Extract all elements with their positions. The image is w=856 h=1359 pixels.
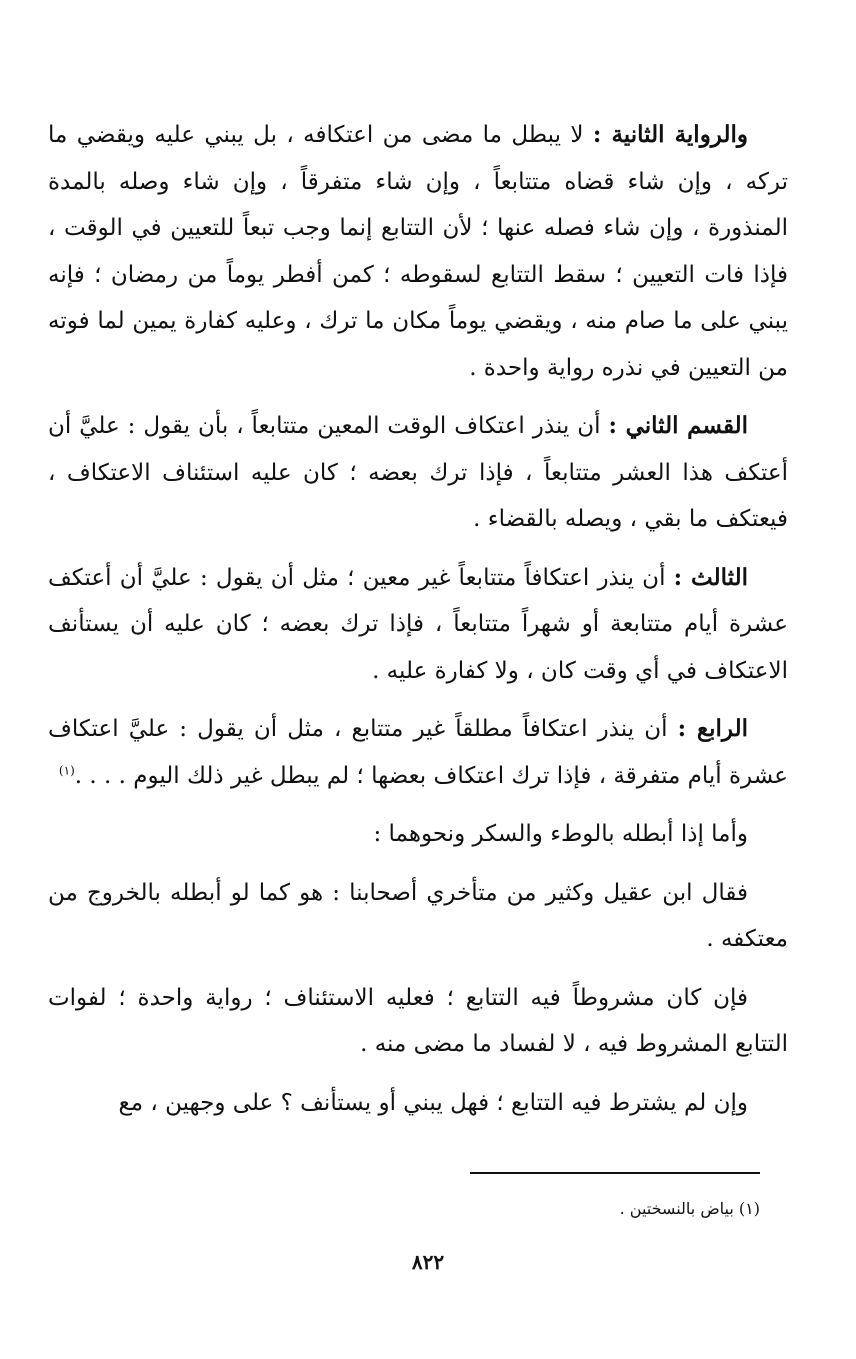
paragraph-text: أن ينذر اعتكاف الوقت المعين متتابعاً ، بأن يقول : عليَّ أن أعتكف هذا العشر متتابعاً ، فإذا ترك بعضه ؛ كان عليه استئناف الاعتكاف ، فيعتكف ما بقي ، ويصله بالقضاء .	[48, 413, 788, 532]
paragraph-conditional-continuity	[48, 975, 788, 1068]
paragraph-lead: القسم الثاني :	[608, 412, 749, 439]
paragraph-second-section	[48, 403, 788, 543]
paragraph-unconditional-continuity	[48, 1080, 788, 1127]
paragraph-text: أن ينذر اعتكافاً مطلقاً غير متتابع ، مثل أن يقول : عليَّ اعتكاف عشرة أيام متفرقة ، فإذا ترك اعتكاف بعضها ؛ لم يبطل غير ذلك اليوم . . . .	[48, 716, 788, 789]
paragraph-invalidation	[48, 811, 788, 858]
paragraph-lead: الرابع :	[677, 715, 748, 742]
paragraph-text: فقال ابن عقيل وكثير من متأخري أصحابنا : هو كما لو أبطله بالخروج من معتكفه .	[48, 879, 788, 952]
footnote-divider	[470, 1172, 760, 1174]
paragraph-text: لا يبطل ما مضى من اعتكافه ، بل يبني عليه ويقضي ما تركه ، وإن شاء قضاه متتابعاً ، وإن شاء متفرقاً ، وإن شاء وصله بالمدة المنذورة ، وإن شاء فصله عنها ؛ لأن التتابع إنما وجب تبعاً للتعيين في الوقت ، فإذا فات التعيين ؛ سقط التتابع لسقوطه ؛ كمن أفطر يوماً من رمضان ؛ فإنه يبني على ما صام منه ، ويقضي يوماً مكان ما ترك ، وعليه كفارة يمين لما فوته من التعيين في نذره رواية واحدة .	[48, 122, 788, 381]
paragraph-third-section	[48, 555, 788, 695]
paragraph-second-narration	[48, 112, 788, 391]
page-number: ٨٢٢	[411, 1250, 445, 1274]
paragraph-lead: الثالث :	[673, 563, 749, 591]
page-body	[48, 112, 788, 1138]
footnote: (١) بياض بالنسختين .	[619, 1199, 760, 1218]
paragraph-text: وإن لم يشترط فيه التتابع ؛ فهل يبني أو يستأنف ؟ على وجهين ، مع	[118, 1089, 748, 1116]
paragraph-fourth-section	[48, 706, 788, 799]
footnote-reference: (١)	[58, 762, 75, 777]
paragraph-ibn-aqil	[48, 870, 788, 963]
paragraph-text: أن ينذر اعتكافاً متتابعاً غير معين ؛ مثل أن يقول : عليَّ أن أعتكف عشرة أيام متتابعة أو شهراً متتابعاً ، فإذا ترك بعضه ؛ كان عليه أن يستأنف الاعتكاف في أي وقت كان ، ولا كفارة عليه .	[48, 564, 788, 684]
paragraph-text: فإن كان مشروطاً فيه التتابع ؛ فعليه الاستئناف ؛ رواية واحدة ؛ لفوات التتابع المشروط فيه ، لا لفساد ما مضى منه .	[48, 984, 788, 1057]
paragraph-lead: والرواية الثانية :	[592, 121, 748, 148]
paragraph-text: وأما إذا أبطله بالوطء والسكر ونحوهما :	[373, 821, 748, 847]
